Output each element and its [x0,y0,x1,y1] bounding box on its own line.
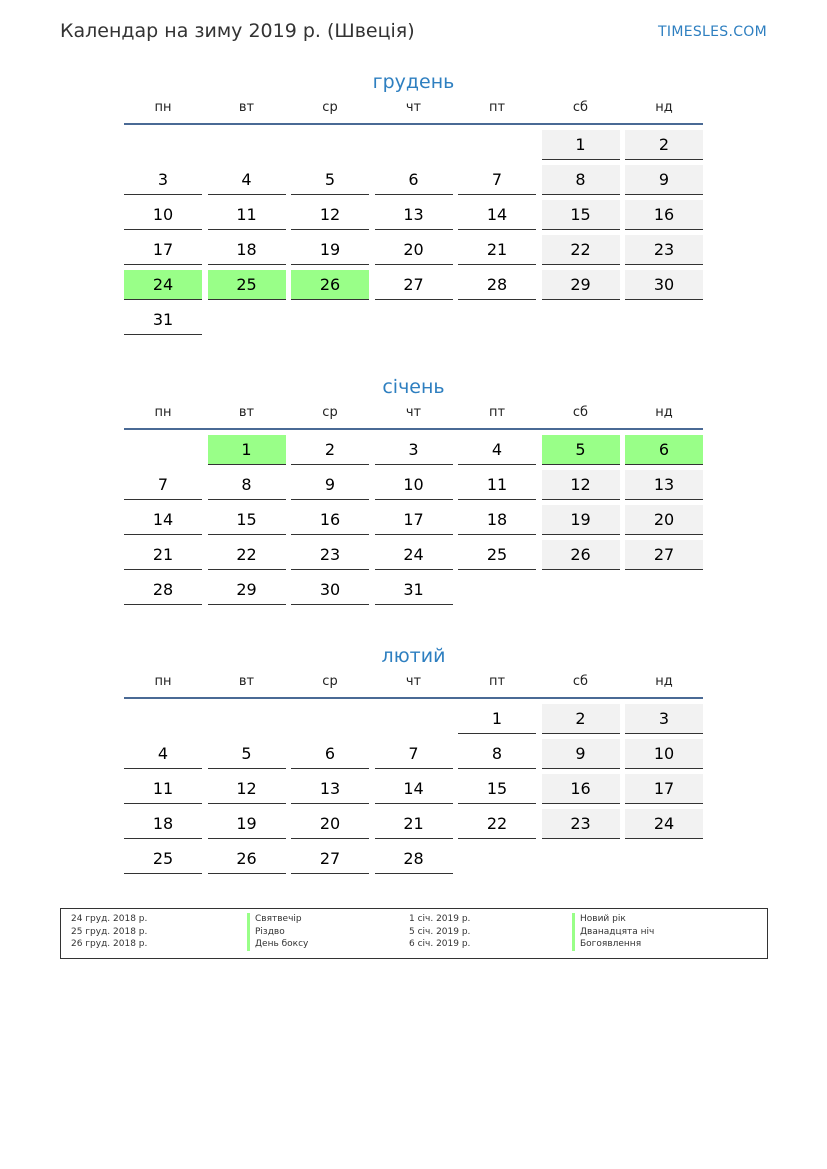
day-cell: 12 [291,200,369,230]
day-cell: 13 [375,200,453,230]
weekday-label: ср [322,405,338,420]
day-cell: 11 [124,774,202,804]
holiday-legend [60,908,768,959]
weekday-label: сб [572,674,589,689]
weekday-label: пт [488,674,506,689]
day-cell: 27 [375,270,453,300]
weekday-label: пн [154,100,172,115]
weekday-header [124,674,703,699]
day-cell: 1 [458,704,536,734]
weekday-label: нд [655,674,673,689]
day-cell: 10 [124,200,202,230]
empty-cell [124,435,202,465]
day-cell: 23 [291,540,369,570]
day-cell: 8 [208,470,286,500]
weekday-label: вт [238,674,255,689]
day-cell: 12 [208,774,286,804]
day-cell: 3 [375,435,453,465]
day-cell: 14 [458,200,536,230]
day-cell: 11 [458,470,536,500]
day-cell: 7 [124,470,202,500]
empty-cell [458,130,536,160]
day-cell: 12 [542,470,620,500]
empty-cell [124,130,202,160]
legend-names-right [572,913,654,951]
weekday-label: нд [655,100,673,115]
legend-dates-left [71,913,147,951]
day-cell: 9 [625,165,703,195]
day-cell: 2 [625,130,703,160]
day-cell: 17 [625,774,703,804]
day-cell: 10 [625,739,703,769]
day-cell: 2 [542,704,620,734]
empty-cell [291,704,369,734]
day-cell: 15 [208,505,286,535]
day-cell: 5 [542,435,620,465]
day-cell: 8 [458,739,536,769]
day-cell: 1 [542,130,620,160]
day-cell: 28 [458,270,536,300]
day-cell: 7 [458,165,536,195]
day-cell: 20 [375,235,453,265]
day-cell: 22 [458,809,536,839]
weekday-label: нд [655,405,673,420]
day-cell: 22 [208,540,286,570]
day-cell: 18 [208,235,286,265]
day-cell: 26 [542,540,620,570]
day-cell: 21 [458,235,536,265]
day-cell: 23 [625,235,703,265]
page-title: Календар на зиму 2019 р. (Швеція) [60,20,415,42]
day-cell: 4 [208,165,286,195]
day-cell: 16 [625,200,703,230]
day-cell: 9 [542,739,620,769]
day-cell: 16 [542,774,620,804]
day-cell: 6 [375,165,453,195]
legend-holiday-name: Дванадцята ніч [572,926,654,939]
weekday-label: пн [154,405,172,420]
day-cell: 6 [291,739,369,769]
day-cell: 27 [625,540,703,570]
day-cell: 19 [208,809,286,839]
weekday-label: ср [322,100,338,115]
legend-holiday-name: День боксу [247,938,308,951]
day-grid [124,704,703,874]
legend-date: 6 січ. 2019 р. [409,939,471,949]
legend-date: 24 груд. 2018 р. [71,914,148,924]
day-cell: 2 [291,435,369,465]
day-cell: 9 [291,470,369,500]
day-cell: 21 [375,809,453,839]
day-cell: 24 [124,270,202,300]
day-cell: 28 [375,844,453,874]
day-cell: 29 [542,270,620,300]
month-february [124,644,703,874]
site-logo[interactable]: TIMESLES.COM [658,24,767,40]
day-cell: 5 [291,165,369,195]
weekday-label: пт [488,100,506,115]
day-cell: 4 [458,435,536,465]
day-cell: 10 [375,470,453,500]
empty-cell [375,704,453,734]
legend-holiday-name: Різдво [247,926,308,939]
day-cell: 19 [542,505,620,535]
day-cell: 17 [375,505,453,535]
day-cell: 25 [124,844,202,874]
day-cell: 14 [375,774,453,804]
day-cell: 20 [625,505,703,535]
day-grid [124,130,703,335]
weekday-label: чт [405,100,422,115]
day-cell: 31 [124,305,202,335]
day-cell: 18 [458,505,536,535]
day-cell: 22 [542,235,620,265]
day-cell: 31 [375,575,453,605]
legend-date: 1 січ. 2019 р. [409,914,471,924]
day-cell: 4 [124,739,202,769]
weekday-label: вт [238,405,255,420]
day-cell: 23 [542,809,620,839]
weekday-header [124,405,703,430]
legend-holiday-name: Новий рік [572,913,654,926]
empty-cell [208,130,286,160]
day-cell: 30 [625,270,703,300]
month-december [124,70,703,335]
weekday-label: пт [488,405,506,420]
weekday-label: вт [238,100,255,115]
day-cell: 5 [208,739,286,769]
weekday-label: чт [405,405,422,420]
day-cell: 25 [208,270,286,300]
day-cell: 30 [291,575,369,605]
day-cell: 17 [124,235,202,265]
day-cell: 15 [542,200,620,230]
empty-cell [124,704,202,734]
month-title: лютий [381,645,446,667]
day-cell: 24 [375,540,453,570]
legend-date: 25 груд. 2018 р. [71,926,148,937]
legend-holiday-name: Богоявлення [572,938,654,951]
day-cell: 3 [625,704,703,734]
day-cell: 18 [124,809,202,839]
day-cell: 27 [291,844,369,874]
weekday-label: сб [572,100,589,115]
day-cell: 11 [208,200,286,230]
day-cell: 25 [458,540,536,570]
day-cell: 8 [542,165,620,195]
legend-holiday-name: Святвечір [247,913,308,926]
month-title: грудень [372,71,455,93]
day-cell: 26 [208,844,286,874]
weekday-label: пн [154,674,172,689]
day-cell: 19 [291,235,369,265]
empty-cell [375,130,453,160]
legend-names-left [247,913,308,951]
day-cell: 29 [208,575,286,605]
day-cell: 6 [625,435,703,465]
empty-cell [208,704,286,734]
weekday-label: чт [405,674,422,689]
day-cell: 24 [625,809,703,839]
month-title: січень [382,376,445,398]
day-cell: 7 [375,739,453,769]
legend-dates-right [409,913,470,951]
day-cell: 14 [124,505,202,535]
day-cell: 21 [124,540,202,570]
legend-date: 5 січ. 2019 р. [409,926,471,937]
day-cell: 20 [291,809,369,839]
month-january [124,375,703,605]
empty-cell [291,130,369,160]
weekday-header [124,100,703,125]
day-cell: 13 [625,470,703,500]
weekday-label: сб [572,405,589,420]
weekday-label: ср [322,674,338,689]
day-cell: 1 [208,435,286,465]
day-cell: 3 [124,165,202,195]
day-cell: 16 [291,505,369,535]
day-cell: 13 [291,774,369,804]
day-cell: 26 [291,270,369,300]
day-grid [124,435,703,605]
legend-date: 26 груд. 2018 р. [71,939,148,949]
day-cell: 15 [458,774,536,804]
day-cell: 28 [124,575,202,605]
